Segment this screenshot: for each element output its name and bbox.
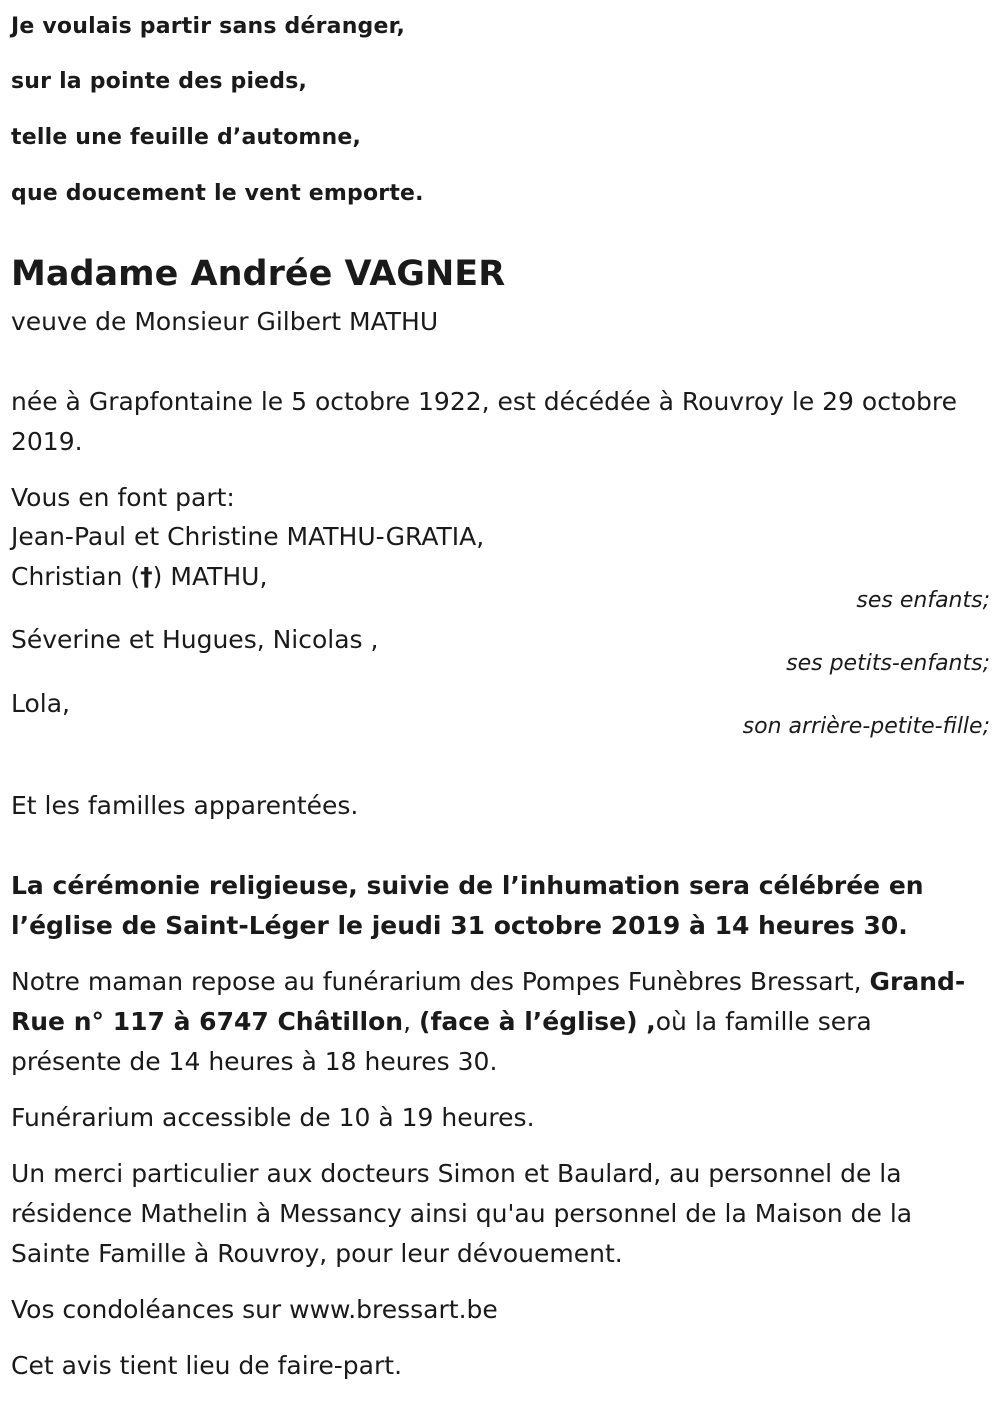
poem-line-4: que doucement le vent emporte. — [11, 181, 424, 206]
child-2-prefix: Christian ( — [11, 562, 141, 591]
funeral-home-note: (face à l’église) , — [419, 1007, 656, 1036]
funeral-home-comma: , — [403, 1007, 420, 1036]
spouse-line: veuve de Monsieur Gilbert MATHU — [11, 307, 439, 336]
poem-line-1: Je voulais partir sans déranger, — [11, 14, 405, 39]
condolences-line: Vos condoléances sur www.bressart.be — [11, 1295, 498, 1324]
great-grandchild: Lola, — [11, 689, 70, 718]
children-role: ses enfants; — [856, 588, 990, 613]
great-grandchild-role: son arrière-petite-fille; — [742, 714, 990, 739]
closing-line: Cet avis tient lieu de faire-part. — [11, 1351, 403, 1380]
funeral-home-paragraph — [11, 962, 971, 1082]
cross-icon: † — [140, 562, 153, 591]
birth-death-paragraph: née à Grapfontaine le 5 octobre 1922, est décédée à Rouvroy le 29 octobre 2019. — [11, 387, 958, 456]
access-hours: Funérarium accessible de 10 à 19 heures. — [11, 1103, 535, 1132]
funeral-home-address: Grand-Rue n° 117 à 6747 Châtillon — [11, 967, 966, 1036]
child-1: Jean-Paul et Christine MATHU-GRATIA, — [11, 522, 485, 551]
funeral-home-intro: Notre maman repose au funérarium des Pompes Funèbres Bressart, — [11, 967, 870, 996]
relatives-line: Et les familles apparentées. — [11, 791, 359, 820]
grandchildren-role: ses petits-enfants; — [786, 651, 990, 676]
child-2 — [11, 561, 267, 593]
ceremony-paragraph: La cérémonie religieuse, suivie de l’inhumation sera célébrée en l’église de Saint-Léger le jeudi 31 octobre 2019 à 14 heures 30. — [11, 871, 924, 940]
funeral-home-visiting: où la famille sera présente de 14 heures à 18 heures 30. — [11, 1007, 872, 1076]
poem-line-3: telle une feuille d’automne, — [11, 125, 362, 150]
poem-line-2: sur la pointe des pieds, — [11, 69, 308, 94]
announcement-intro: Vous en font part: — [11, 483, 235, 512]
deceased-name: Madame Andrée VAGNER — [11, 254, 506, 294]
child-2-suffix: ) MATHU, — [152, 562, 268, 591]
thanks-paragraph: Un merci particulier aux docteurs Simon et Baulard, au personnel de la résidence Mathelin à Messancy ainsi qu'au personnel de la Maison de la Sainte Famille à Rouvroy, pour leur dévouement. — [11, 1159, 913, 1268]
grandchildren: Séverine et Hugues, Nicolas , — [11, 625, 379, 654]
